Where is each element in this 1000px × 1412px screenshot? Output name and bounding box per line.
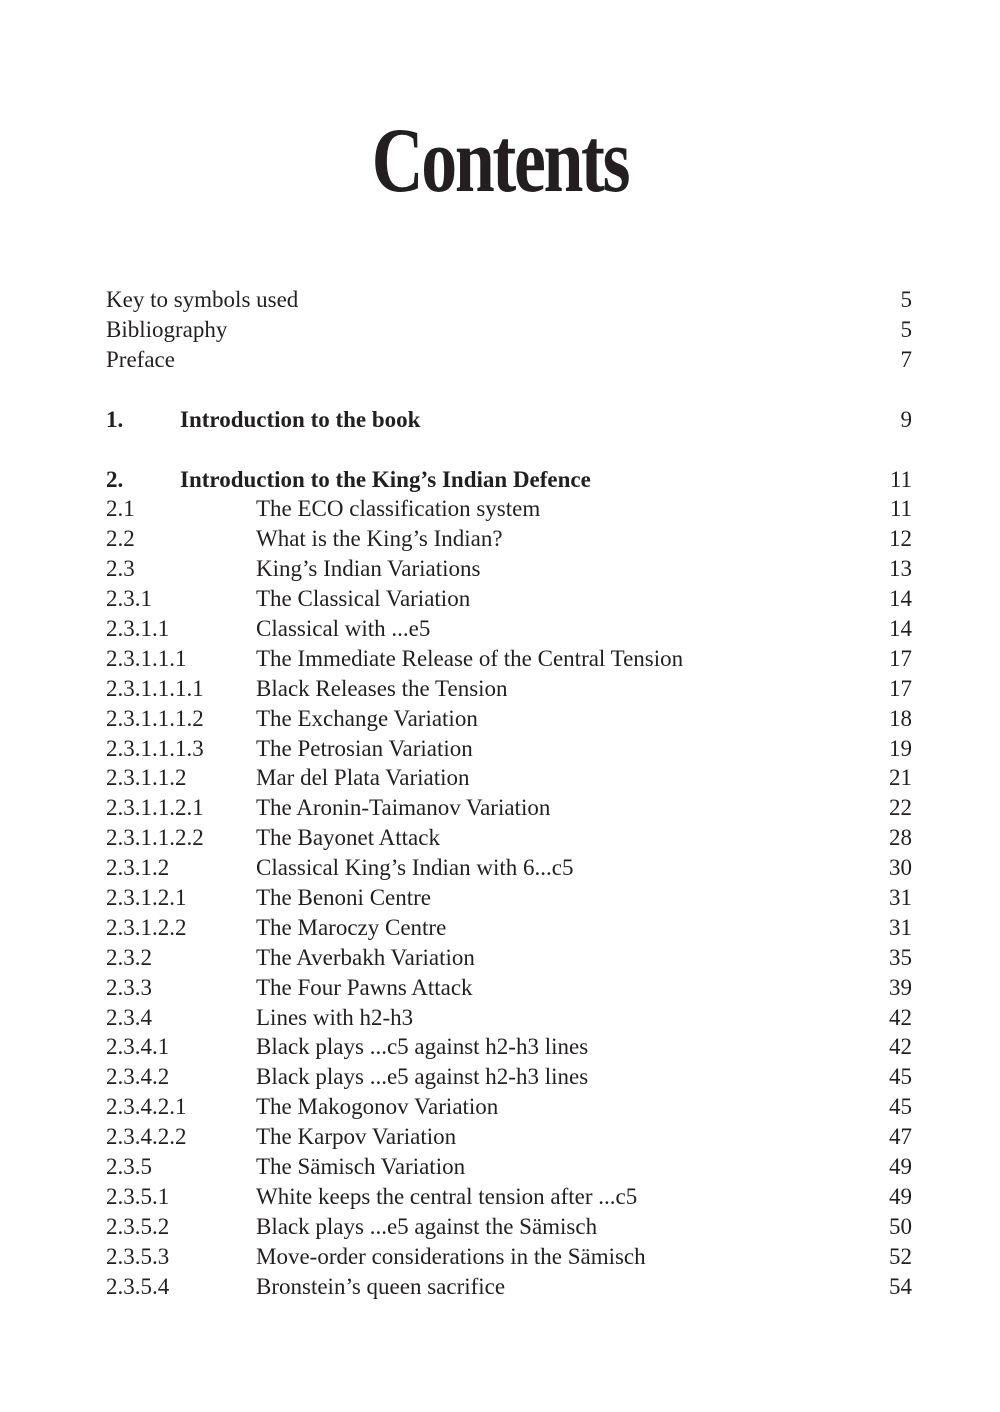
toc-section-number: 2.3.4.2 <box>106 1064 170 1090</box>
toc-section-entry[interactable] <box>106 973 912 1003</box>
toc-entry-preface[interactable] <box>106 345 912 375</box>
toc-section-page: 45 <box>889 1064 912 1090</box>
toc-chapter-number: 1. <box>106 406 124 432</box>
toc-entry-bibliography[interactable] <box>106 315 912 345</box>
toc-entry-label: Bibliography <box>106 316 228 342</box>
toc-section-number: 2.3.1.1.1.2 <box>106 705 204 731</box>
toc-section-entry[interactable] <box>106 704 912 734</box>
toc-section-entry[interactable] <box>106 734 912 764</box>
toc-section-entry[interactable] <box>106 494 912 524</box>
toc-section-entry[interactable] <box>106 1032 912 1062</box>
toc-section-label: The Maroczy Centre <box>256 914 447 940</box>
toc-entry-label: Key to symbols used <box>106 287 299 312</box>
toc-section-page: 17 <box>889 645 912 671</box>
toc-section-entry[interactable] <box>106 524 912 554</box>
toc-section-page: 22 <box>889 795 912 821</box>
toc-chapter-page: 9 <box>900 406 912 432</box>
toc-section-number: 2.3.5.4 <box>106 1273 170 1299</box>
toc-section-label: The Benoni Centre <box>256 885 432 911</box>
toc-chapter-label: Introduction to the book <box>180 406 421 432</box>
toc-section-number: 2.3.4.2.1 <box>106 1094 187 1120</box>
toc-section-entry[interactable] <box>106 1242 912 1272</box>
toc-section-page: 47 <box>889 1124 912 1150</box>
toc-section-label: The Classical Variation <box>256 586 471 612</box>
toc-section-page: 28 <box>889 825 912 851</box>
toc-section-page: 31 <box>889 885 912 911</box>
toc-section-entry[interactable] <box>106 1003 912 1033</box>
toc-section-label: The Immediate Release of the Central Tension <box>256 645 684 671</box>
toc-section-entry[interactable] <box>106 1182 912 1212</box>
toc-section-number: 2.3.5 <box>106 1154 152 1180</box>
toc-section-number: 2.3.5.3 <box>106 1243 170 1269</box>
toc-section-number: 2.3.2 <box>106 944 152 970</box>
toc-section-page: 11 <box>889 496 912 522</box>
toc-section-entry[interactable] <box>106 614 912 644</box>
toc-chapter-2[interactable] <box>106 465 912 495</box>
toc-section-label: Move-order considerations in the Sämisch <box>256 1243 646 1269</box>
toc-section-number: 2.3 <box>106 556 135 582</box>
toc-section-entry[interactable] <box>106 1152 912 1182</box>
toc-section-label: Black Releases the Tension <box>256 675 508 701</box>
toc-section-label: The Sämisch Variation <box>256 1154 466 1180</box>
toc-section-entry[interactable] <box>106 1272 912 1302</box>
toc-section-number: 2.3.4 <box>106 1004 152 1030</box>
toc-section-entry[interactable] <box>106 554 912 584</box>
toc-section-number: 2.3.1.1.1 <box>106 645 187 671</box>
toc-section-page: 14 <box>889 616 912 642</box>
toc-section-label: The Four Pawns Attack <box>256 974 473 1000</box>
toc-section-page: 42 <box>889 1004 912 1030</box>
page-title: Contents <box>371 109 629 211</box>
toc-chapter-label: Introduction to the King’s Indian Defence <box>180 466 591 492</box>
toc-section-label: The Bayonet Attack <box>256 825 440 851</box>
toc-section-entry[interactable] <box>106 823 912 853</box>
toc-entry-page: 7 <box>900 346 912 372</box>
toc-entry-page: 5 <box>900 316 912 342</box>
toc-entry-key-to-symbols[interactable] <box>106 285 912 315</box>
toc-section-label: King’s Indian Variations <box>256 556 481 582</box>
toc-section-number: 2.2 <box>106 526 135 552</box>
toc-section-number: 2.3.1.1.1.3 <box>106 735 204 761</box>
toc-section-label: Lines with h2-h3 <box>256 1004 414 1030</box>
toc-section-number: 2.3.1.1.2 <box>106 765 187 791</box>
toc-section-entry[interactable] <box>106 1062 912 1092</box>
toc-section-entry[interactable] <box>106 644 912 674</box>
table-of-contents <box>106 285 912 1302</box>
toc-section-number: 2.3.1.2.2 <box>106 914 187 940</box>
toc-section-number: 2.3.5.1 <box>106 1183 170 1209</box>
toc-section-page: 17 <box>889 675 912 701</box>
toc-section-entry[interactable] <box>106 1212 912 1242</box>
toc-section-number: 2.1 <box>106 496 135 522</box>
toc-section-number: 2.3.1 <box>106 586 152 612</box>
toc-section-entry[interactable] <box>106 913 912 943</box>
toc-section-label: Black plays ...e5 against h2-h3 lines <box>256 1064 589 1090</box>
toc-section-number: 2.3.1.1.2.2 <box>106 825 204 851</box>
toc-section-page: 12 <box>889 526 912 552</box>
toc-section-list <box>106 494 912 1301</box>
toc-section-page: 21 <box>889 765 912 791</box>
toc-section-entry[interactable] <box>106 584 912 614</box>
toc-section-label: The Exchange Variation <box>256 705 478 731</box>
toc-section-number: 2.3.5.2 <box>106 1213 170 1239</box>
toc-chapter-number: 2. <box>106 466 124 492</box>
toc-section-page: 50 <box>889 1213 912 1239</box>
toc-section-label: The Makogonov Variation <box>256 1094 499 1120</box>
toc-section-label: The ECO classification system <box>256 496 541 522</box>
toc-chapter-page: 11 <box>889 466 912 492</box>
toc-section-page: 13 <box>889 556 912 582</box>
toc-section-page: 49 <box>889 1154 912 1180</box>
toc-section-entry[interactable] <box>106 793 912 823</box>
toc-section-page: 52 <box>889 1243 912 1269</box>
toc-section-number: 2.3.1.1.2.1 <box>106 795 204 821</box>
toc-section-label: The Petrosian Variation <box>256 735 473 761</box>
toc-section-number: 2.3.1.2 <box>106 855 170 881</box>
toc-section-page: 45 <box>889 1094 912 1120</box>
toc-section-label: The Karpov Variation <box>256 1124 457 1150</box>
toc-section-number: 2.3.1.1.1.1 <box>106 675 204 701</box>
toc-section-label: The Averbakh Variation <box>256 944 475 970</box>
toc-section-page: 49 <box>889 1183 912 1209</box>
toc-section-number: 2.3.1.1 <box>106 616 170 642</box>
toc-section-entry[interactable] <box>106 1092 912 1122</box>
toc-section-page: 30 <box>889 855 912 881</box>
toc-section-entry[interactable] <box>106 763 912 793</box>
toc-section-number: 2.3.4.2.2 <box>106 1124 187 1150</box>
toc-section-page: 39 <box>889 974 912 1000</box>
toc-entry-label: Preface <box>106 346 175 372</box>
toc-section-entry[interactable] <box>106 883 912 913</box>
toc-section-label: Black plays ...c5 against h2-h3 lines <box>256 1034 589 1060</box>
toc-section-number: 2.3.3 <box>106 974 152 1000</box>
toc-section-page: 14 <box>889 586 912 612</box>
toc-section-label: White keeps the central tension after ...c5 <box>256 1183 638 1209</box>
toc-chapter-1[interactable] <box>106 405 912 435</box>
toc-entry-page: 5 <box>900 287 912 312</box>
toc-section-entry[interactable] <box>106 943 912 973</box>
toc-section-entry[interactable] <box>106 853 912 883</box>
toc-section-page: 19 <box>889 735 912 761</box>
toc-section-label: Mar del Plata Variation <box>256 765 470 791</box>
toc-section-label: Black plays ...e5 against the Sämisch <box>256 1213 598 1239</box>
toc-section-page: 42 <box>889 1034 912 1060</box>
toc-section-number: 2.3.1.2.1 <box>106 885 187 911</box>
toc-section-page: 31 <box>889 914 912 940</box>
toc-section-label: Classical with ...e5 <box>256 616 431 642</box>
toc-section-page: 35 <box>889 944 912 970</box>
toc-section-label: Classical King’s Indian with 6...c5 <box>256 855 574 881</box>
toc-section-page: 54 <box>889 1273 912 1299</box>
toc-section-entry[interactable] <box>106 1122 912 1152</box>
toc-section-label: What is the King’s Indian? <box>256 526 503 552</box>
toc-section-label: The Aronin-Taimanov Variation <box>256 795 551 821</box>
toc-section-page: 18 <box>889 705 912 731</box>
toc-section-number: 2.3.4.1 <box>106 1034 170 1060</box>
toc-section-entry[interactable] <box>106 674 912 704</box>
toc-section-label: Bronstein’s queen sacrifice <box>256 1273 506 1299</box>
